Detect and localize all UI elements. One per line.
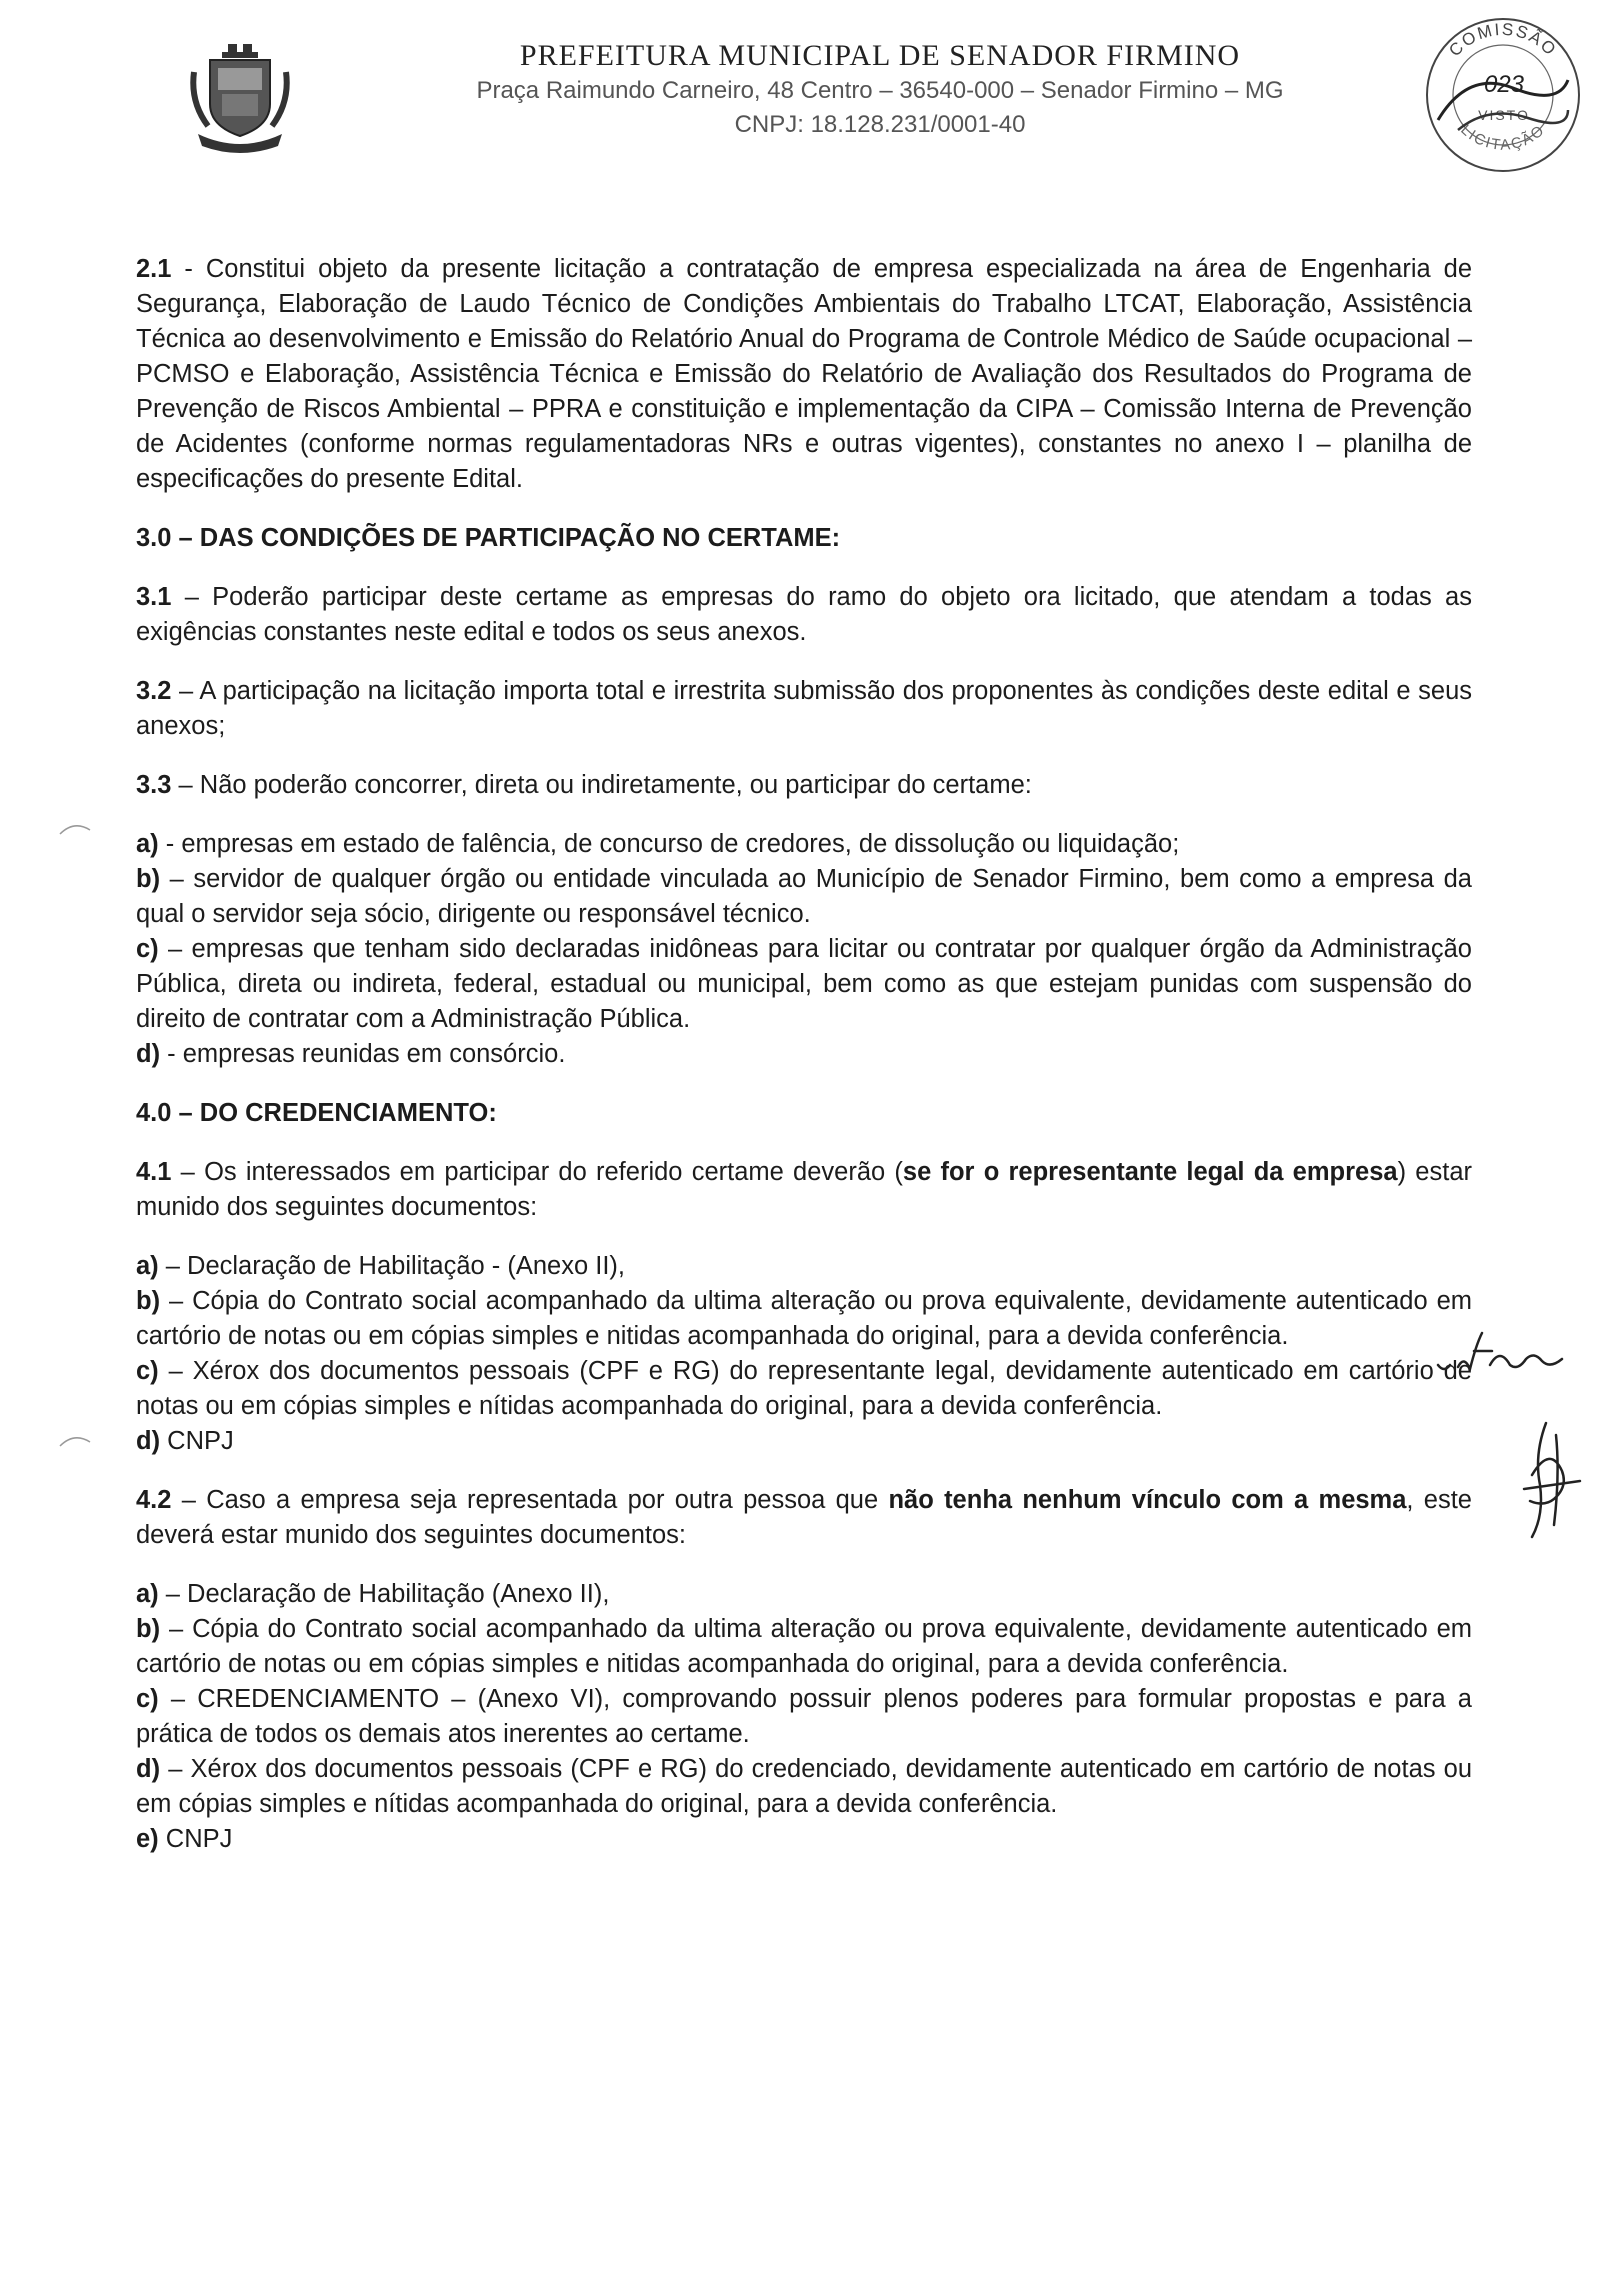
svg-text:COMISSÃO xyxy=(1445,20,1561,60)
clause-text: – Poderão participar deste certame as empresas do ramo do objeto ora licitado, que atendam a todas as exigências constantes neste edital e todos os seus anexos. xyxy=(136,583,1472,646)
document-body xyxy=(136,252,1472,1857)
clause-number: 2.1 xyxy=(136,255,172,283)
item-label: c) xyxy=(136,1685,159,1713)
stamp-number: 023 xyxy=(1483,71,1525,98)
clause-text: – Não poderão concorrer, direta ou indiretamente, ou participar do certame: xyxy=(171,771,1032,799)
list-item xyxy=(136,1354,1472,1424)
clause-text: ) estar munido dos seguintes documentos: xyxy=(136,1158,1472,1221)
list-item xyxy=(136,1612,1472,1682)
clause-3-3 xyxy=(136,768,1472,803)
clause-text: – Caso a empresa seja representada por outra pessoa que xyxy=(171,1486,889,1514)
clause-number: 3.1 xyxy=(136,583,172,611)
stamp-bottom-text: LICITAÇÃO xyxy=(1457,121,1549,154)
item-text: – Declaração de Habilitação (Anexo II), xyxy=(158,1580,610,1608)
list-item xyxy=(136,1577,1472,1612)
item-text: – Cópia do Contrato social acompanhado da ultima alteração ou prova equivalente, devidamente autenticado em cartório de notas ou em cópias simples e nitidas acompanhada do original, para a devida conferência. xyxy=(136,1287,1472,1350)
clause-2-1 xyxy=(136,252,1472,497)
handwritten-initials xyxy=(1430,1325,1580,1385)
item-label: b) xyxy=(136,1287,161,1315)
item-label: c) xyxy=(136,935,159,963)
letterhead-title: PREFEITURA MUNICIPAL DE SENADOR FIRMINO xyxy=(519,39,1241,72)
item-text: – Xérox dos documentos pessoais (CPF e RG) do credenciado, devidamente autenticado em cartório de notas ou em cópias simples e nítidas acompanhada do original, para a devida conferência. xyxy=(136,1755,1472,1818)
clause-text: – Os interessados em participar do referido certame deverão ( xyxy=(171,1158,903,1186)
letterhead xyxy=(380,38,1380,142)
item-label: c) xyxy=(136,1357,159,1385)
clause-emphasis: não tenha nenhum vínculo com a mesma xyxy=(888,1486,1407,1514)
clause-number: 3.2 xyxy=(136,677,172,705)
item-text: CNPJ xyxy=(160,1427,234,1455)
handwritten-signature xyxy=(1510,1415,1590,1545)
list-item xyxy=(136,1752,1472,1822)
clause-text: , este deverá estar munido dos seguintes documentos: xyxy=(136,1486,1472,1549)
clause-3-2 xyxy=(136,674,1472,744)
item-label: d) xyxy=(136,1755,161,1783)
item-label: a) xyxy=(136,1580,159,1608)
clause-3-1 xyxy=(136,580,1472,650)
svg-text:LICITAÇÃO xyxy=(1457,121,1548,154)
clause-text: - Constitui objeto da presente licitação a contratação de empresa especializada na área de Engenharia de Segurança, Elaboração de Laudo Técnico de Condições Ambientais do Trabalho LTCAT, Elaboração, Assistência Técnica ao desenvolvimento e Emissão do Relatório Anual do Programa de Controle Médico de Saúde ocupacional – PCMSO e Elaboração, Assistência Técnica e Emissão do Relatório de Avaliação dos Resultados do Programa de Prevenção de Riscos Ambiental – PPRA e constituição e implementação da CIPA – Comissão Interna de Prevenção de Acidentes (conforme normas regulamentadoras NRs e outras vigentes), constantes no anexo I – planilha de especificações do presente Edital. xyxy=(136,255,1472,493)
item-label: a) xyxy=(136,830,159,858)
list-item xyxy=(136,1424,1472,1459)
list-item xyxy=(136,1284,1472,1354)
item-text: – Cópia do Contrato social acompanhado da ultima alteração ou prova equivalente, devidamente autenticado em cartório de notas ou em cópias simples e nitidas acompanhada do original, para a devida conferência. xyxy=(136,1615,1472,1678)
list-item xyxy=(136,827,1472,862)
list-item xyxy=(136,932,1472,1037)
list-item xyxy=(136,1249,1472,1284)
letterhead-cnpj: CNPJ: 18.128.231/0001-40 xyxy=(734,111,1026,138)
clause-emphasis: se for o representante legal da empresa xyxy=(902,1158,1398,1186)
commission-stamp xyxy=(1418,10,1588,180)
clause-number: 3.3 xyxy=(136,771,172,799)
list-item xyxy=(136,862,1472,932)
list-item xyxy=(136,1822,1472,1857)
municipal-coat-of-arms xyxy=(188,42,292,154)
item-label: b) xyxy=(136,1615,161,1643)
item-label: e) xyxy=(136,1825,159,1853)
scan-mark xyxy=(56,818,96,838)
item-label: d) xyxy=(136,1427,161,1455)
item-text: - empresas em estado de falência, de concurso de credores, de dissolução ou liquidação; xyxy=(158,830,1180,858)
clause-4-1 xyxy=(136,1155,1472,1225)
list-item xyxy=(136,1682,1472,1752)
item-text: – CREDENCIAMENTO – (Anexo VI), comprovando possuir plenos poderes para formular propostas e para a prática de todos os demais atos inerentes ao certame. xyxy=(136,1685,1472,1748)
clause-number: 4.2 xyxy=(136,1486,172,1514)
list-item xyxy=(136,1037,1472,1072)
section-heading-4: 4.0 – DO CREDENCIAMENTO: xyxy=(136,1099,497,1127)
item-text: - empresas reunidas em consórcio. xyxy=(160,1040,566,1068)
item-text: CNPJ xyxy=(158,1825,233,1853)
section-heading-3: 3.0 – DAS CONDIÇÕES DE PARTICIPAÇÃO NO CERTAME: xyxy=(136,524,841,552)
item-label: d) xyxy=(136,1040,161,1068)
item-label: a) xyxy=(136,1252,159,1280)
stamp-top-text: COMISSÃO xyxy=(1445,19,1561,61)
item-text: – empresas que tenham sido declaradas inidôneas para licitar ou contratar por qualquer órgão da Administração Pública, direta ou indireta, federal, estadual ou municipal, bem como as que estejam punidas com suspensão do direito de contratar com a Administração Pública. xyxy=(136,935,1472,1033)
letterhead-address: Praça Raimundo Carneiro, 48 Centro – 36540-000 – Senador Firmino – MG xyxy=(476,77,1284,104)
stamp-middle-text: VISTO xyxy=(1478,107,1530,123)
clause-4-2 xyxy=(136,1483,1472,1553)
item-text: – Declaração de Habilitação - (Anexo II), xyxy=(158,1252,625,1280)
scan-mark xyxy=(56,1430,96,1450)
clause-text: – A participação na licitação importa total e irrestrita submissão dos proponentes às condições deste edital e seus anexos; xyxy=(136,677,1472,740)
clause-number: 4.1 xyxy=(136,1158,172,1186)
item-text: – servidor de qualquer órgão ou entidade vinculada ao Município de Senador Firmino, bem como a empresa da qual o servidor seja sócio, dirigente ou responsável técnico. xyxy=(136,865,1472,928)
item-label: b) xyxy=(136,865,161,893)
item-text: – Xérox dos documentos pessoais (CPF e RG) do representante legal, devidamente autenticado em cartório de notas ou em cópias simples e nítidas acompanhada do original, para a devida conferência. xyxy=(136,1357,1472,1420)
